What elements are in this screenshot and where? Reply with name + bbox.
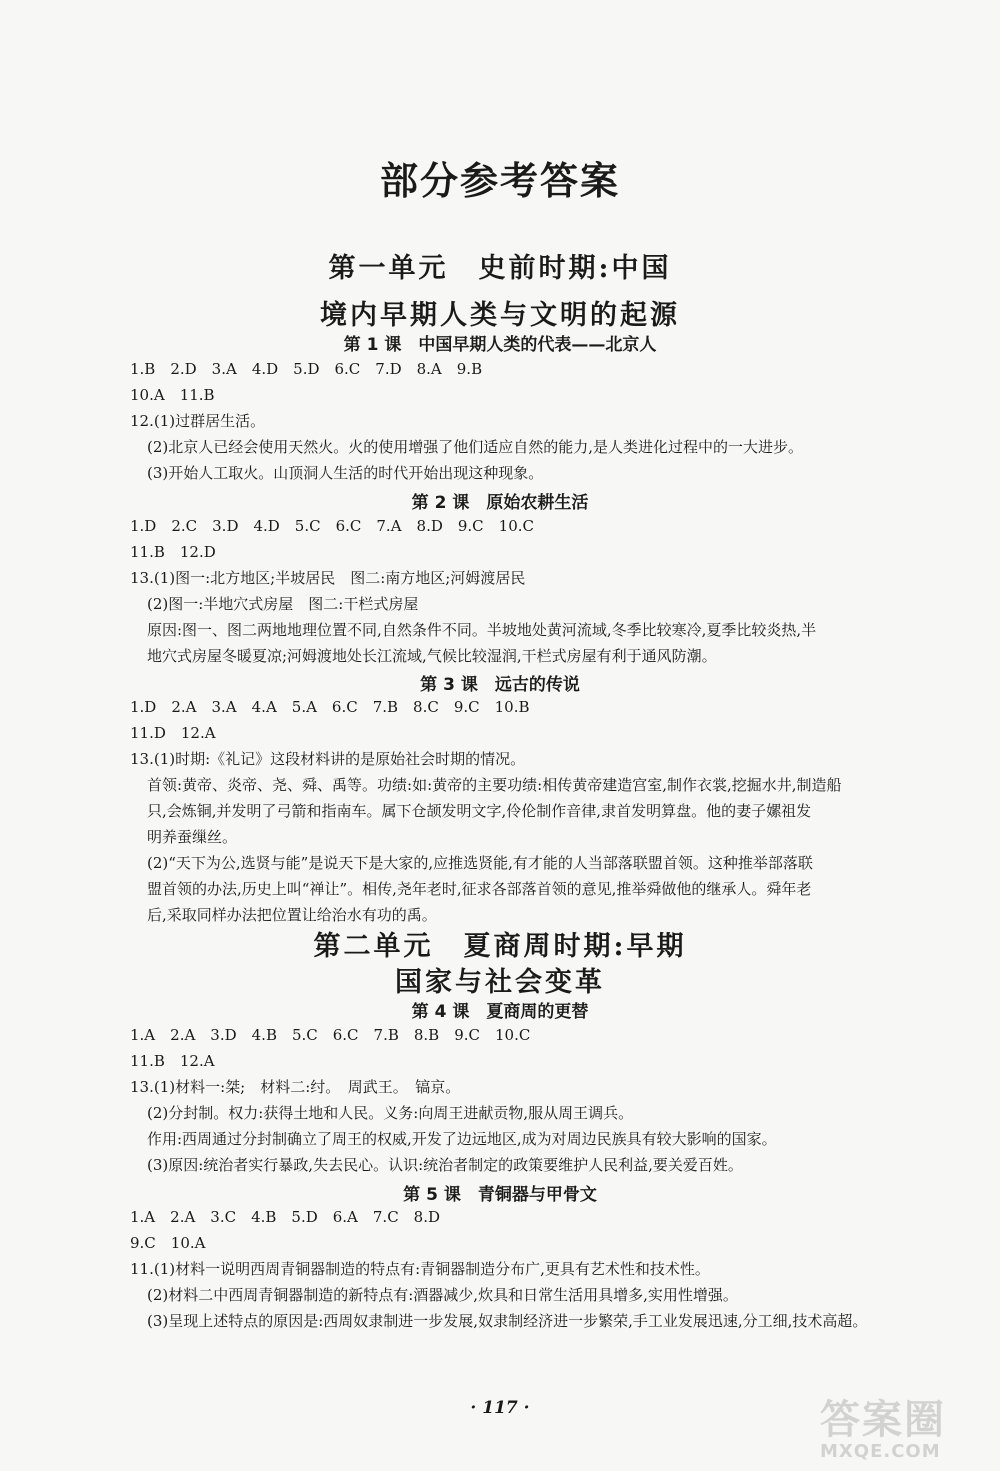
lesson1-line: 10.A 11.B	[130, 386, 215, 404]
unit2-title-line2: 国家与社会变革	[395, 967, 605, 998]
lesson4-line: 13.(1)材料一:桀; 材料二:纣。 周武王。 镐京。	[130, 1078, 461, 1096]
lesson1-line: (3)开始人工取火。山顶洞人生活的时代开始出现这种现象。	[147, 464, 544, 482]
lesson3-line: 明养蚕缫丝。	[147, 828, 238, 846]
lesson3-line: 13.(1)时期:《礼记》这段材料讲的是原始社会时期的情况。	[130, 750, 526, 768]
lesson3-line: 盟首领的办法,历史上叫“禅让”。相传,尧年老时,征求各部落首领的意见,推举舜做他的继承人。舜年老	[147, 880, 812, 898]
lesson2-line: 1.D 2.C 3.D 4.D 5.C 6.C 7.A 8.D 9.C 10.C	[130, 517, 534, 535]
page-title: 部分参考答案	[379, 159, 620, 203]
unit1-title-line1: 第一单元 史前时期:中国	[328, 253, 672, 284]
lesson5-title: 第 5 课 青铜器与甲骨文	[403, 1185, 597, 1205]
lesson5-line: (2)材料二中西周青铜器制造的新特点有:酒器减少,炊具和日常生活用具增多,实用性增强。	[147, 1286, 738, 1304]
lesson2-line: (2)图一:半地穴式房屋 图二:干栏式房屋	[147, 595, 419, 613]
lesson3-line: 1.D 2.A 3.A 4.A 5.A 6.C 7.B 8.C 9.C 10.B	[130, 698, 530, 716]
lesson2-line: 11.B 12.D	[130, 543, 216, 561]
lesson4-line: 11.B 12.A	[130, 1052, 215, 1070]
page-number: · 117 ·	[470, 1398, 530, 1418]
lesson1-line: 12.(1)过群居生活。	[130, 412, 266, 430]
lesson4-title: 第 4 课 夏商周的更替	[411, 1002, 589, 1022]
lesson4-line: (3)原因:统治者实行暴政,失去民心。认识:统治者制定的政策要维护人民利益,要关爱百姓。	[147, 1156, 743, 1174]
watermark-logo	[820, 1398, 990, 1466]
lesson4-line: 1.A 2.A 3.D 4.B 5.C 6.C 7.B 8.B 9.C 10.C	[130, 1026, 531, 1044]
lesson1-line: 1.B 2.D 3.A 4.D 5.D 6.C 7.D 8.A 9.B	[130, 360, 483, 378]
lesson3-title: 第 3 课 远古的传说	[420, 675, 580, 695]
lesson5-line: 9.C 10.A	[130, 1234, 206, 1252]
lesson3-line: 后,采取同样办法把位置让给治水有功的禹。	[147, 906, 437, 924]
lesson5-line: 1.A 2.A 3.C 4.B 5.D 6.A 7.C 8.D	[130, 1208, 441, 1226]
lesson5-line: 11.(1)材料一说明西周青铜器制造的特点有:青铜器制造分布广,更具有艺术性和技术性。	[130, 1260, 710, 1278]
unit1-title-line2: 境内早期人类与文明的起源	[320, 300, 680, 331]
watermark-bottom: MXQE.COM	[820, 1441, 941, 1462]
lesson2-line: 13.(1)图一:北方地区;半坡居民 图二:南方地区;河姆渡居民	[130, 569, 526, 587]
lesson3-line: 只,会炼铜,并发明了弓箭和指南车。属下仓颉发明文字,伶伦制作音律,隶首发明算盘。他的妻子嫘祖发	[147, 802, 812, 820]
lesson4-line: 作用:西周通过分封制确立了周王的权威,开发了边远地区,成为对周边民族具有较大影响的国家。	[147, 1130, 777, 1148]
lesson5-line: (3)呈现上述特点的原因是:西周奴隶制进一步发展,奴隶制经济进一步繁荣,手工业发展迅速,分工细,技术高超。	[147, 1312, 868, 1330]
watermark-top: 答案圈	[820, 1397, 946, 1443]
unit2-title-line1: 第二单元 夏商周时期:早期	[313, 931, 687, 962]
lesson2-line: 原因:图一、图二两地地理位置不同,自然条件不同。半坡地处黄河流域,冬季比较寒冷,夏季比较炎热,半	[147, 621, 817, 639]
lesson3-line: 11.D 12.A	[130, 724, 216, 742]
lesson1-title: 第 1 课 中国早期人类的代表——北京人	[343, 335, 657, 355]
lesson3-line: (2)“天下为公,选贤与能”是说天下是大家的,应推选贤能,有才能的人当部落联盟首领。这种推举部落联	[147, 854, 813, 872]
lesson3-line: 首领:黄帝、炎帝、尧、舜、禹等。功绩:如:黄帝的主要功绩:相传黄帝建造宫室,制作衣裳,挖掘水井,制造船	[147, 776, 842, 794]
lesson4-line: (2)分封制。权力:获得土地和人民。义务:向周王进献贡物,服从周王调兵。	[147, 1104, 634, 1122]
lesson2-line: 地穴式房屋冬暖夏凉;河姆渡地处长江流域,气候比较湿润,干栏式房屋有利于通风防潮。	[147, 647, 717, 665]
lesson2-title: 第 2 课 原始农耕生活	[411, 493, 589, 513]
lesson1-line: (2)北京人已经会使用天然火。火的使用增强了他们适应自然的能力,是人类进化过程中的一大进步。	[147, 438, 804, 456]
